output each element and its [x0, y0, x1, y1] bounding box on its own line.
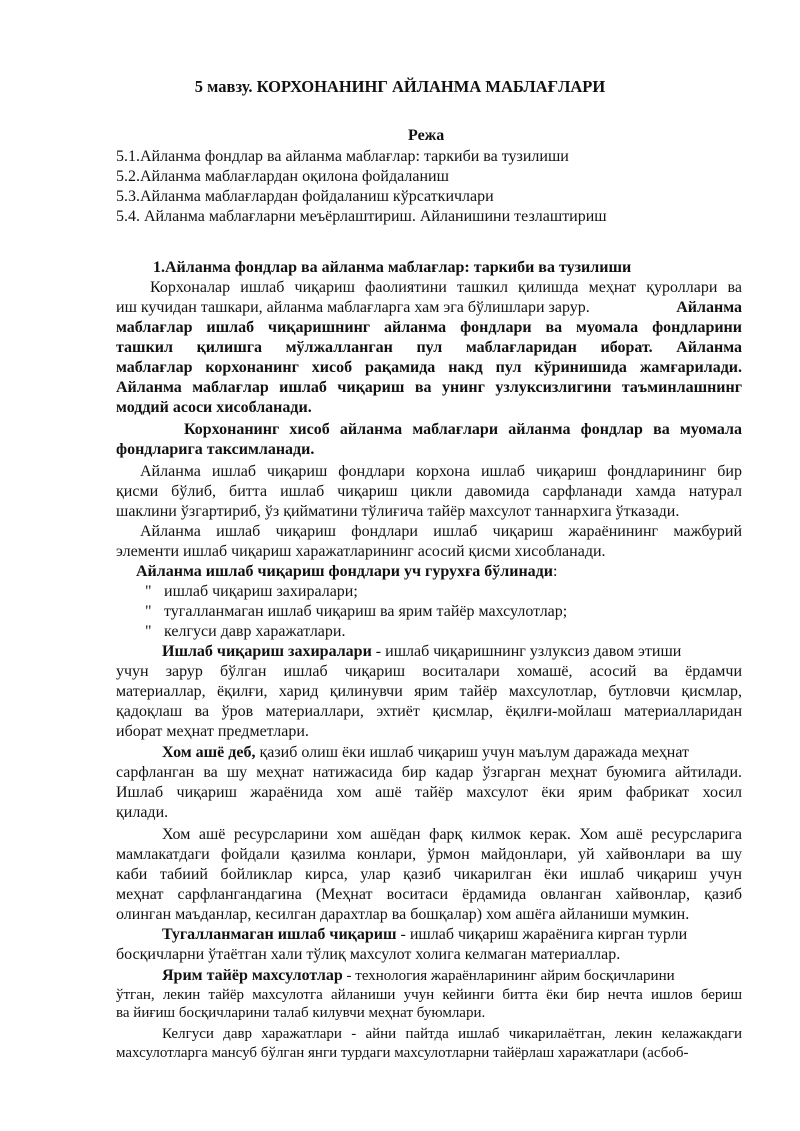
paragraph-line: ташкил қилишга мўлжалланган пул маблағларидан иборат. Айланма	[116, 339, 742, 356]
list-item: тугалланмаган ишлаб чиқариш ва ярим тайёр махсулотлар;	[164, 603, 568, 620]
paragraph-line: қисми бўлиб, битта ишлаб чиқариш цикли давомида сарфланади хамда натурал	[116, 483, 742, 500]
paragraph-line: қилади.	[116, 804, 169, 821]
paragraph-line: шаклини ўзгартириб, ўз қийматини тўлиғича тайёр махсулот таннархига ўтказади.	[116, 503, 680, 520]
paragraph-line: Айланма ишлаб чиқариш фондлари корхона ишлаб чиқариш фондларининг бир	[140, 463, 742, 480]
plan-item: 5.1.Айланма фондлар ва айланма маблағлар: таркиби ва тузилиши	[116, 148, 569, 165]
section-heading: 1.Айланма фондлар ва айланма маблағлар: таркиби ва тузилиши	[153, 259, 632, 276]
text-run: қазиб олиш ёки ишлаб чиқариш учун маълум даражада меҳнат	[255, 744, 690, 761]
bullet-mark: "	[145, 603, 152, 620]
paragraph-line: Келгуси давр харажатлари - айни пайтда ишлаб чикарилаётган, лекин келажакдаги	[162, 1026, 742, 1042]
paragraph-line: маблағлар ишлаб чиқаришнинг айланма фондлари ва муомала фондларини	[116, 319, 742, 336]
list-item: ишлаб чиқариш захиралари;	[164, 583, 358, 600]
paragraph-line: моддий асоси хисобланади.	[116, 399, 312, 416]
text-run: иш кучидан ташкари, айланма маблағларга хам эга бўлишлари зарур.	[116, 299, 590, 316]
paragraph-line: иборат меҳнат предметлари.	[116, 723, 309, 740]
paragraph-line: учун зарур бўлган ишлаб чиқариш воситалари хомашё, асосий ва ёрдамчи	[116, 663, 742, 680]
text-run: :	[553, 563, 558, 580]
paragraph-line: сарфланган ва шу меҳнат натижасида бир кадар ўзгарган меҳнат буюмига айтилади.	[116, 764, 742, 781]
paragraph-line: Корхоналар ишлаб чиқариш фаолиятини ташкил қилишда меҳнат қуроллари ва	[150, 279, 742, 296]
paragraph-line: ва йиғиш босқичларини талаб килувчи меҳнат буюмлари.	[116, 1005, 486, 1021]
term: Ярим тайёр махсулотлар	[162, 967, 343, 984]
list-item: келгуси давр харажатлари.	[164, 623, 346, 640]
page-title: 5 мавзу. КОРХОНАНИНГ АЙЛАНМА МАБЛАҒЛАРИ	[194, 77, 606, 96]
paragraph-line: фондларига таксимланади.	[116, 441, 315, 458]
term: Хом ашё деб,	[162, 744, 256, 761]
bullet-mark: "	[145, 623, 152, 640]
paragraph-line: каби табиий бойликлар кирса, улар қазиб чикарилган ёки ишлаб чиқариш учун	[116, 866, 742, 883]
paragraph-line: Айланма ишлаб чиқариш фондлари ишлаб чиқариш жараёнининг мажбурий	[140, 523, 742, 540]
paragraph-line: маблағлар корхонанинг хисоб рақамида накд пул кўринишида жамғарилади.	[116, 359, 742, 376]
paragraph-line: материаллар, ёқилғи, харид қилинувчи ярим тайёр махсулотлар, бутловчи қисмлар,	[116, 683, 742, 700]
text-run: - ишлаб чиқаришнинг узлуксиз давом этиши	[371, 643, 682, 660]
plan-heading: Режа	[408, 127, 445, 144]
text-run: - ишлаб чиқариш жараёнига кирган турли	[396, 926, 688, 943]
paragraph-line	[162, 925, 742, 945]
paragraph-line	[162, 966, 742, 986]
bold-text-run: Айланма ишлаб чиқариш фондлари уч гурухға бўлинади	[136, 563, 553, 580]
plan-item: 5.3.Айланма маблағлардан фойдаланиш кўрсаткичлари	[116, 188, 494, 205]
paragraph-line: олинган маъданлар, кесилган дарахтлар ва бошқалар) хом ашёга айланиши мумкин.	[116, 906, 690, 923]
plan-item: 5.4. Айланма маблағларни меъёрлаштириш. Айланишини тезлаштириш	[116, 208, 607, 225]
paragraph-line: элементи ишлаб чиқариш харажатларининг асосий қисми хисобланади.	[116, 543, 606, 560]
text-run: - технология жараёнларининг айрим босқичларини	[342, 968, 675, 984]
paragraph-line: махсулотларга мансуб бўлган янги турдаги махсулотларни тайёрлаш харажатлари (асбоб-	[116, 1045, 689, 1061]
paragraph-line: Хом ашё ресурсларини хом ашёдан фарқ килмок керак. Хом ашё ресурсларига	[162, 826, 742, 843]
paragraph-line: босқичларни ўтаётган хали тўлиқ махсулот холига келмаган материаллар.	[116, 946, 621, 963]
paragraph-line: Корхонанинг хисоб айланма маблағлари айланма фондлар ва муомала	[184, 421, 742, 438]
term: Ишлаб чиқариш захиралари	[162, 643, 372, 660]
list-heading	[136, 562, 557, 582]
paragraph-line: Ишлаб чиқариш жараёнида хом ашё тайёр махсулот ёки ярим фабрикат хосил	[116, 784, 742, 801]
paragraph-line	[116, 298, 742, 318]
paragraph-line	[162, 743, 742, 763]
paragraph-line: меҳнат сарфлангандагина (Меҳнат воситаси ёрдамида овланган хайвонлар, қазиб	[116, 886, 742, 903]
paragraph-line: ўтган, лекин тайёр махсулотга айланиши учун кейинги битта ёки бир нечта ишлов бериш	[116, 987, 742, 1003]
bullet-mark: "	[145, 583, 152, 600]
paragraph-line	[162, 642, 742, 662]
paragraph-line: Айланма маблағлар ишлаб чиқариш ва унинг узлуксизлигини таъминлашнинг	[116, 379, 742, 396]
plan-item: 5.2.Айланма маблағлардан оқилона фойдаланиш	[116, 168, 449, 185]
term: Тугалланмаган ишлаб чиқариш	[162, 926, 397, 943]
paragraph-line: мамлакатдаги фойдали қазилма конлари, ўрмон майдонлари, уй хайвонлари ва шу	[116, 846, 742, 863]
paragraph-line: қадоқлаш ва ўров материаллари, эхтиёт қисмлар, ёқилғи-мойлаш материалларидан	[116, 703, 742, 720]
bold-text-run: Айланма	[676, 299, 742, 316]
